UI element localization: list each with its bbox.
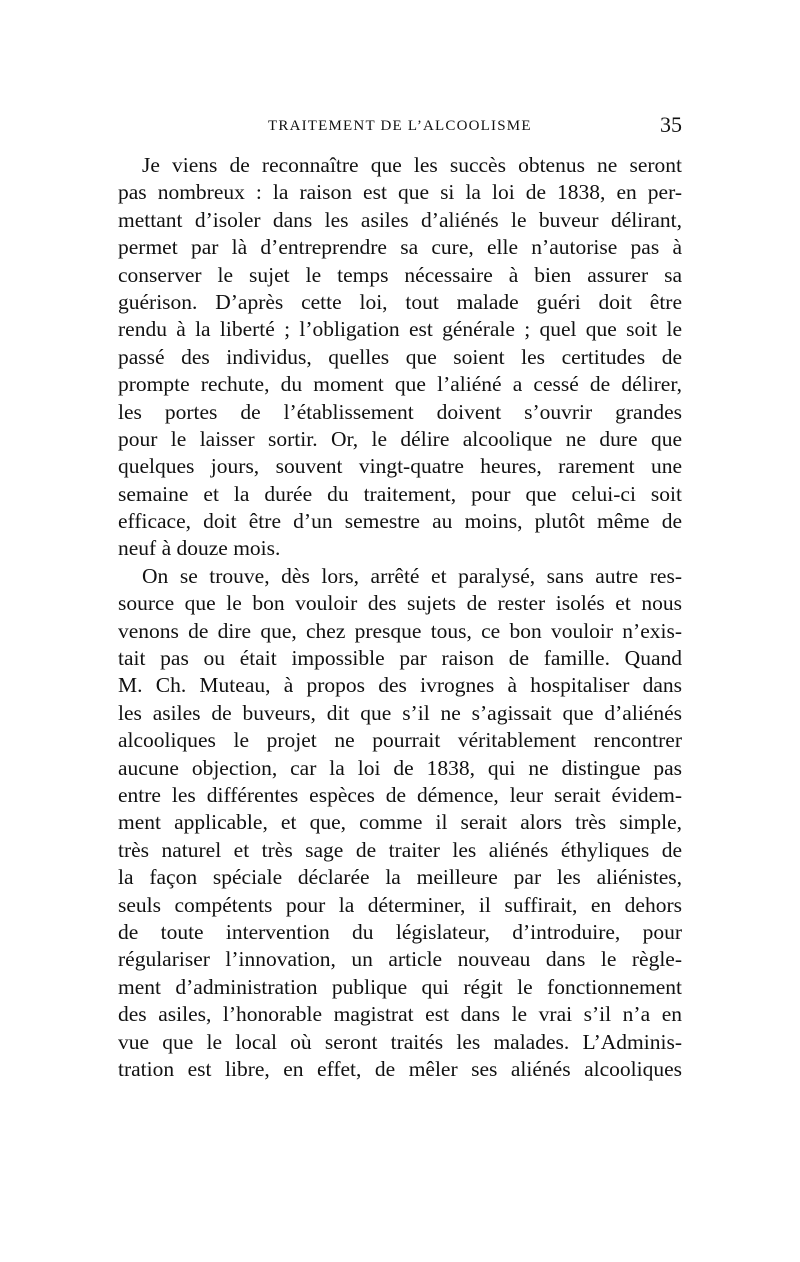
text-line: quelques jours, souvent vingt-quatre heures, rarement une <box>118 454 682 479</box>
text-line: source que le bon vouloir des sujets de rester isolés et nous <box>118 591 682 616</box>
text-line: neuf à douze mois. <box>118 536 281 561</box>
text-line: tait pas ou était impossible par raison de famille. Quand <box>118 646 682 671</box>
text-line: M. Ch. Muteau, à propos des ivrognes à hospitaliser dans <box>118 673 682 698</box>
text-line: rendu à la liberté ; l’obligation est générale ; quel que soit le <box>118 317 682 342</box>
text-line: entre les différentes espèces de démence, leur serait évidem- <box>118 782 682 807</box>
text-line: ment applicable, et que, comme il serait alors très simple, <box>118 810 682 835</box>
running-title: TRAITEMENT DE L’ALCOOLISME <box>268 118 532 134</box>
text-line: les asiles de buveurs, dit que s’il ne s’agissait que d’aliénés <box>118 700 682 725</box>
text-line: efficace, doit être d’un semestre au moins, plutôt même de <box>118 509 682 534</box>
text-line: semaine et la durée du traitement, pour que celui-ci soit <box>118 481 682 506</box>
text-line: de toute intervention du législateur, d’introduire, pour <box>118 919 682 944</box>
text-line: ment d’administration publique qui régit le fonctionnement <box>118 974 682 999</box>
text-line: tration est libre, en effet, de mêler ses aliénés alcooliques <box>118 1056 682 1081</box>
body-text <box>118 152 682 1083</box>
text-line: On se trouve, dès lors, arrêté et paralysé, sans autre res- <box>142 563 682 588</box>
text-line: aucune objection, car la loi de 1838, qui ne distingue pas <box>118 755 682 780</box>
text-line: régulariser l’innovation, un article nouveau dans le règle- <box>118 947 682 972</box>
text-line: venons de dire que, chez presque tous, ce bon vouloir n’exis- <box>118 618 682 643</box>
text-line: vue que le local où seront traités les malades. L’Adminis- <box>118 1029 682 1054</box>
text-line: mettant d’isoler dans les asiles d’aliénés le buveur délirant, <box>118 207 682 232</box>
text-line: alcooliques le projet ne pourrait véritablement rencontrer <box>118 728 682 753</box>
text-line: passé des individus, quelles que soient les certitudes de <box>118 344 682 369</box>
text-line: prompte rechute, du moment que l’aliéné a cessé de délirer, <box>118 372 682 397</box>
page-number: 35 <box>660 112 682 137</box>
text-line: pas nombreux : la raison est que si la loi de 1838, en per- <box>118 180 682 205</box>
text-line: des asiles, l’honorable magistrat est dans le vrai s’il n’a en <box>118 1002 682 1027</box>
text-line: seuls compétents pour la déterminer, il suffirait, en dehors <box>118 892 682 917</box>
text-line: permet par là d’entreprendre sa cure, elle n’autorise pas à <box>118 235 682 260</box>
text-line: Je viens de reconnaître que les succès obtenus ne seront <box>142 153 682 177</box>
text-line: guérison. D’après cette loi, tout malade guéri doit être <box>118 289 682 314</box>
text-line: conserver le sujet le temps nécessaire à bien assurer sa <box>118 262 682 287</box>
text-line: les portes de l’établissement doivent s’ouvrir grandes <box>118 399 682 424</box>
text-line: la façon spéciale déclarée la meilleure par les aliénistes, <box>118 865 682 890</box>
running-head <box>118 112 682 142</box>
text-line: très naturel et très sage de traiter les aliénés éthyliques de <box>118 837 682 862</box>
text-line: pour le laisser sortir. Or, le délire alcoolique ne dure que <box>118 426 682 451</box>
